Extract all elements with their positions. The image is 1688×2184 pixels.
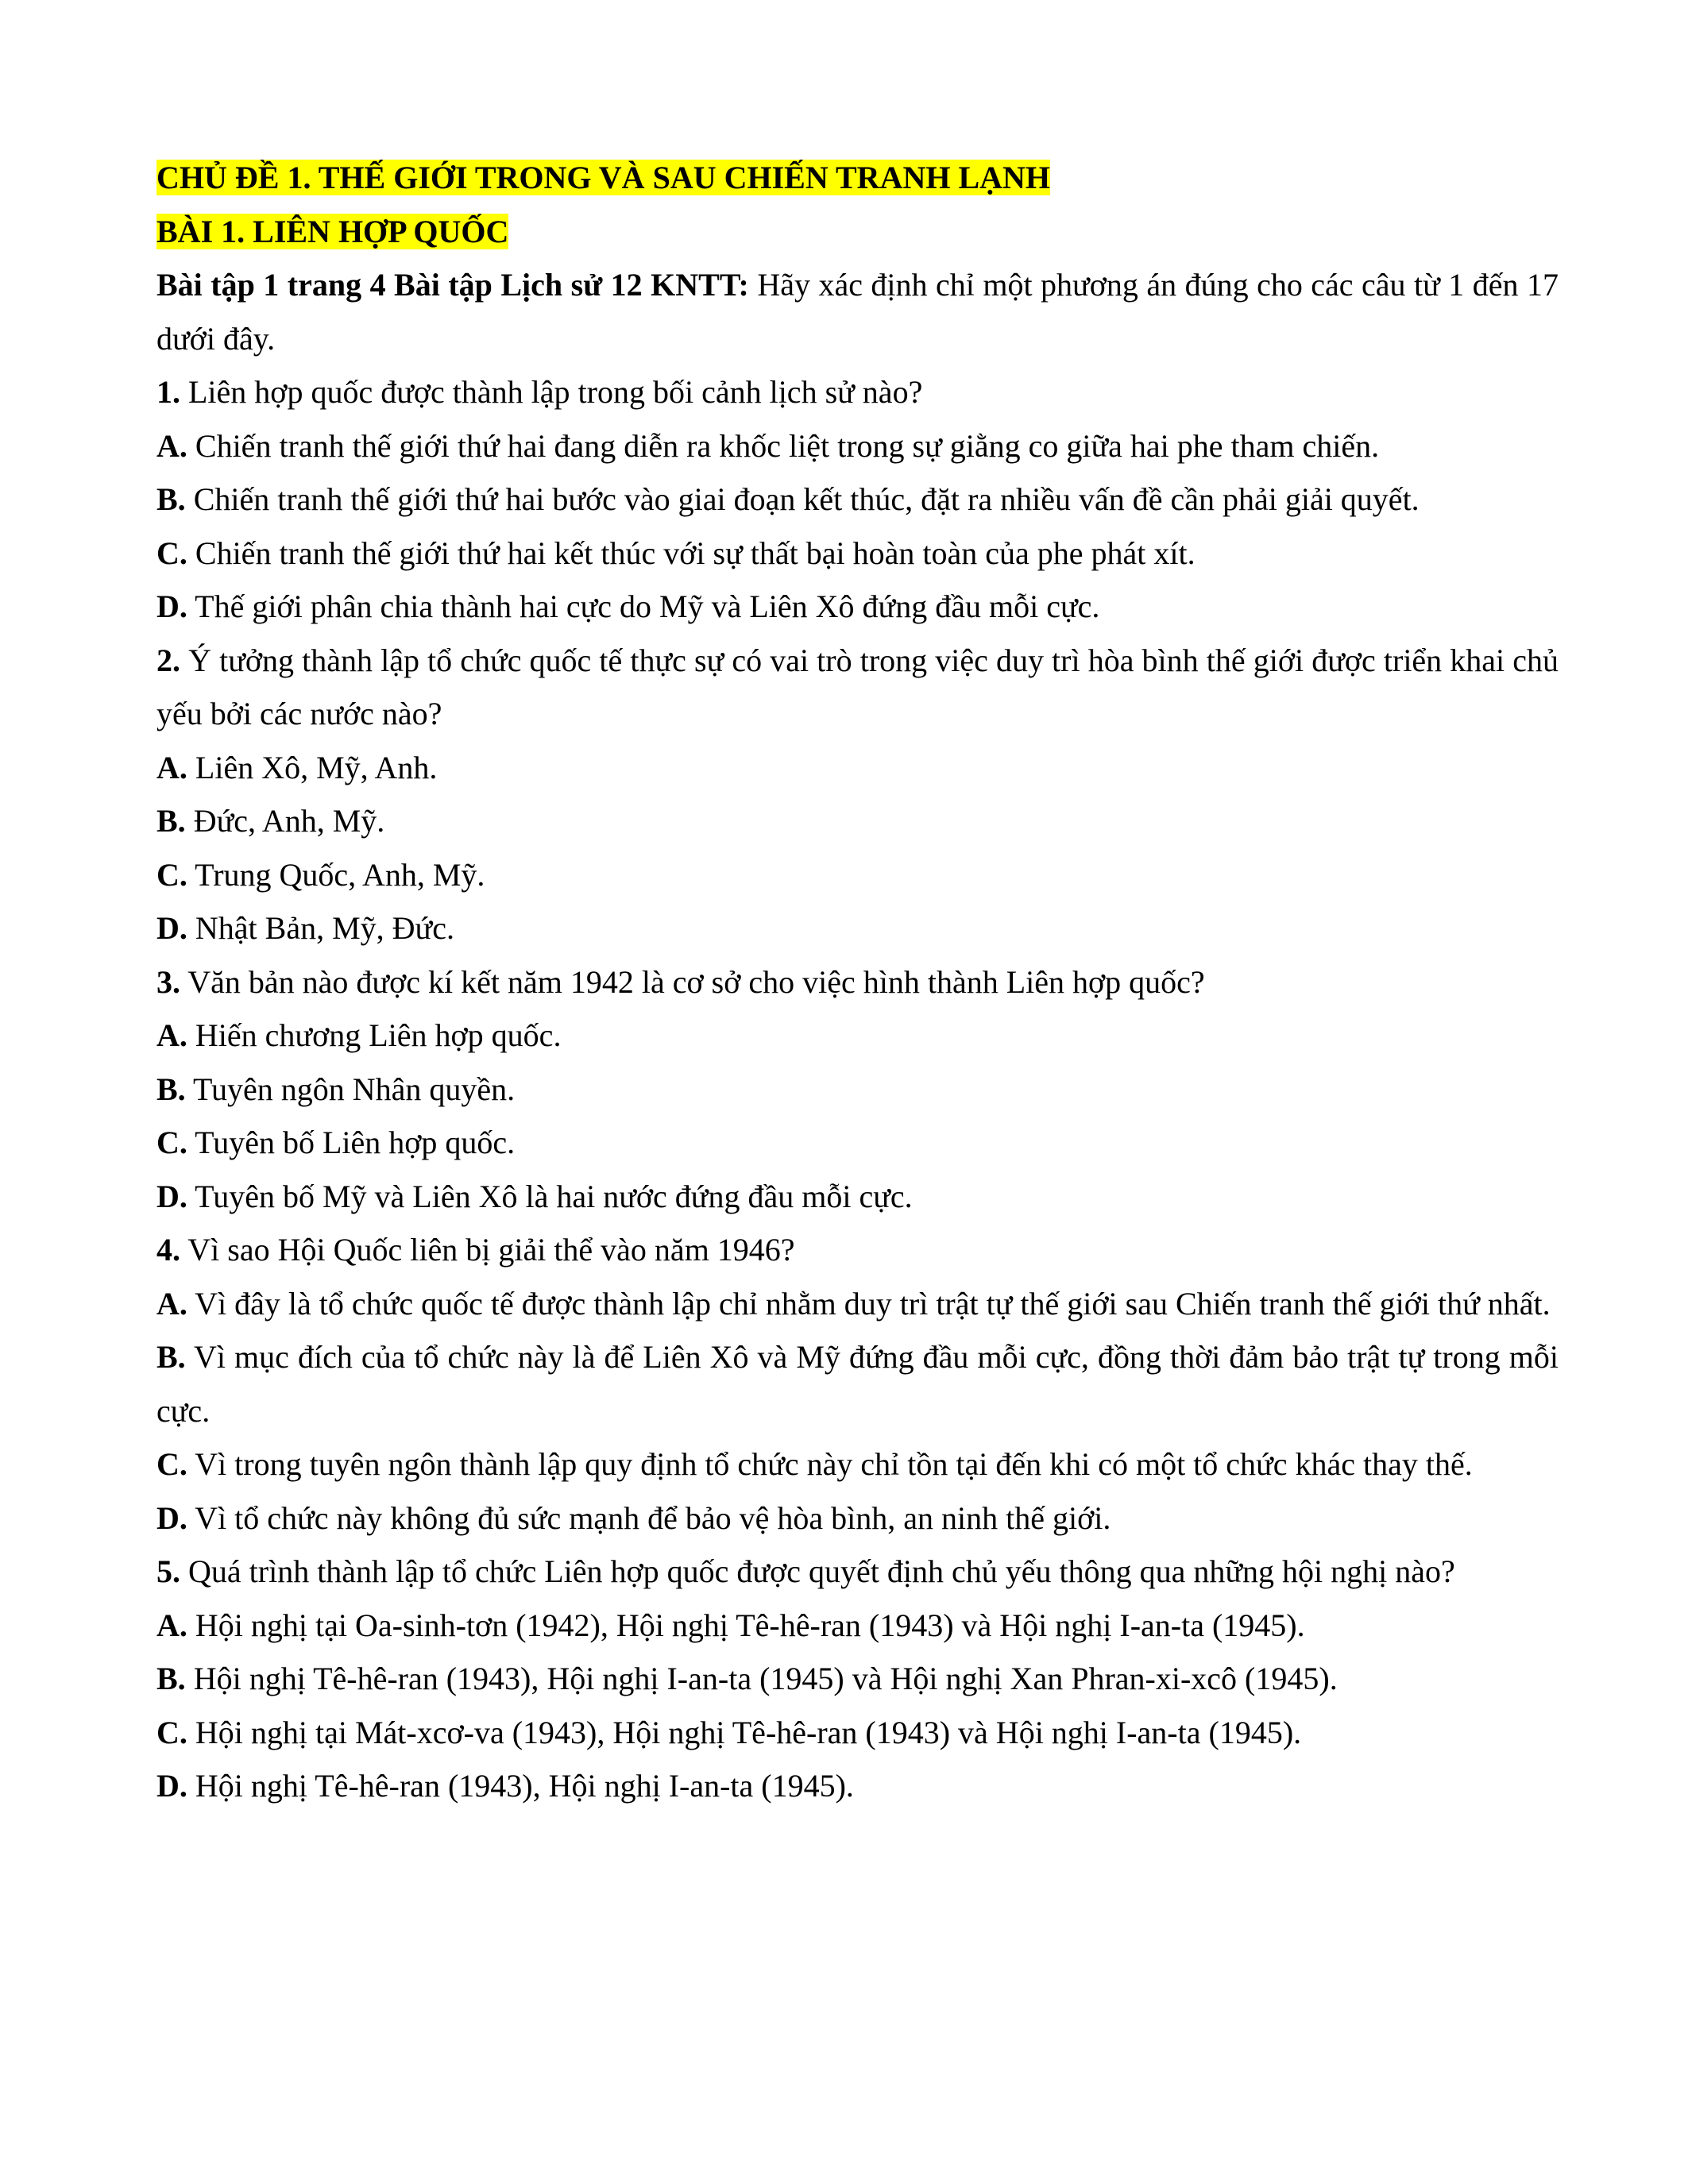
option-text: Thế giới phân chia thành hai cực do Mỹ và Liên Xô đứng đầu mỗi cực. <box>187 588 1100 624</box>
question-4-option-b <box>156 1330 1559 1437</box>
option-text: Liên Xô, Mỹ, Anh. <box>187 749 438 785</box>
option-letter: B. <box>156 1071 186 1107</box>
question-4-option-a <box>156 1277 1559 1331</box>
option-text: Hội nghị Tê-hê-ran (1943), Hội nghị I-an-ta (1945). <box>187 1768 854 1804</box>
option-text: Tuyên bố Mỹ và Liên Xô là hai nước đứng đầu mỗi cực. <box>187 1178 913 1214</box>
exercise-label: Bài tập 1 trang 4 Bài tập Lịch sử 12 KNTT: <box>156 267 749 303</box>
option-letter: C. <box>156 534 187 571</box>
question-number: 1. <box>156 374 180 410</box>
option-text: Đức, Anh, Mỹ. <box>185 803 385 839</box>
topic-title: CHỦ ĐỀ 1. THẾ GIỚI TRONG VÀ SAU CHIẾN TRANH LẠNH <box>156 160 1051 195</box>
option-text: Chiến tranh thế giới thứ hai đang diễn ra khốc liệt trong sự giằng co giữa hai phe tham chiến. <box>187 427 1380 464</box>
option-text: Hội nghị tại Oa-sinh-tơn (1942), Hội nghị Tê-hê-ran (1943) và Hội nghị I-an-ta (1945). <box>187 1607 1305 1643</box>
question-text: Ý tưởng thành lập tổ chức quốc tế thực sự có vai trò trong việc duy trì hòa bình thế giới được triển khai chủ yếu bởi các nước nào? <box>156 642 1559 731</box>
question-number: 5. <box>156 1553 180 1589</box>
option-letter: D. <box>156 1499 187 1536</box>
option-text: Vì trong tuyên ngôn thành lập quy định tổ chức này chỉ tồn tại đến khi có một tổ chức khác thay thế. <box>187 1446 1473 1482</box>
question-number: 4. <box>156 1232 180 1268</box>
option-letter: C. <box>156 1714 187 1750</box>
question-1-option-c <box>156 527 1559 581</box>
option-text: Nhật Bản, Mỹ, Đức. <box>187 910 454 946</box>
option-letter: D. <box>156 1178 187 1214</box>
option-letter: C. <box>156 1446 187 1482</box>
question-4-option-d <box>156 1491 1559 1545</box>
question-4 <box>156 1223 1559 1277</box>
question-2-option-d <box>156 901 1559 955</box>
question-2 <box>156 634 1559 741</box>
question-text: Quá trình thành lập tổ chức Liên hợp quốc được quyết định chủ yếu thông qua những hội nghị nào? <box>180 1553 1455 1589</box>
question-5-option-d <box>156 1759 1559 1813</box>
question-5-option-c <box>156 1706 1559 1760</box>
question-2-option-b <box>156 794 1559 848</box>
question-1-option-b <box>156 473 1559 527</box>
option-text: Hiến chương Liên hợp quốc. <box>187 1017 562 1053</box>
question-4-option-c <box>156 1437 1559 1491</box>
option-text: Tuyên bố Liên hợp quốc. <box>187 1125 516 1160</box>
question-3-option-a <box>156 1009 1559 1063</box>
question-2-option-c <box>156 848 1559 902</box>
option-text: Chiến tranh thế giới thứ hai bước vào giai đoạn kết thúc, đặt ra nhiều vấn đề cần phải giải quyết. <box>185 481 1420 517</box>
option-letter: B. <box>156 803 186 839</box>
option-text: Tuyên ngôn Nhân quyền. <box>185 1071 516 1107</box>
option-text: Hội nghị Tê-hê-ran (1943), Hội nghị I-an-ta (1945) và Hội nghị Xan Phran-xi-xcô (1945). <box>185 1661 1338 1696</box>
question-5 <box>156 1545 1559 1599</box>
option-letter: D. <box>156 1768 187 1804</box>
option-letter: C. <box>156 856 187 893</box>
option-letter: A. <box>156 1607 187 1643</box>
document-page <box>156 151 1559 1813</box>
question-3-option-b <box>156 1063 1559 1117</box>
question-1-option-d <box>156 580 1559 634</box>
option-text: Hội nghị tại Mát-xcơ-va (1943), Hội nghị Tê-hê-ran (1943) và Hội nghị I-an-ta (1945). <box>187 1714 1302 1750</box>
option-letter: D. <box>156 910 187 946</box>
option-letter: D. <box>156 588 187 624</box>
question-text: Liên hợp quốc được thành lập trong bối cảnh lịch sử nào? <box>180 374 923 410</box>
question-1-option-a <box>156 419 1559 473</box>
option-letter: A. <box>156 749 187 785</box>
lesson-title: BÀI 1. LIÊN HỢP QUỐC <box>156 213 509 249</box>
question-number: 2. <box>156 642 180 678</box>
question-3 <box>156 955 1559 1009</box>
option-letter: B. <box>156 1661 186 1696</box>
question-5-option-b <box>156 1652 1559 1706</box>
topic-heading <box>156 151 1559 205</box>
option-text: Trung Quốc, Anh, Mỹ. <box>187 856 485 893</box>
option-letter: A. <box>156 1285 187 1322</box>
lesson-heading <box>156 205 1559 259</box>
question-text: Vì sao Hội Quốc liên bị giải thể vào năm 1946? <box>180 1232 795 1268</box>
option-letter: B. <box>156 1339 186 1375</box>
option-text: Chiến tranh thế giới thứ hai kết thúc với sự thất bại hoàn toàn của phe phát xít. <box>187 534 1196 571</box>
question-3-option-c <box>156 1116 1559 1170</box>
option-letter: C. <box>156 1125 187 1160</box>
question-1 <box>156 365 1559 419</box>
exercise-instruction: Hãy xác định chỉ một phương án đúng cho các câu từ 1 đến 17 dưới đây. <box>156 267 1559 357</box>
question-text: Văn bản nào được kí kết năm 1942 là cơ sở cho việc hình thành Liên hợp quốc? <box>180 963 1205 1000</box>
option-text: Vì đây là tổ chức quốc tế được thành lập chỉ nhằm duy trì trật tự thế giới sau Chiến tranh thế giới thứ nhất. <box>187 1285 1551 1322</box>
option-text: Vì mục đích của tổ chức này là để Liên Xô và Mỹ đứng đầu mỗi cực, đồng thời đảm bảo trật tự trong mỗi cực. <box>156 1339 1559 1429</box>
option-text: Vì tổ chức này không đủ sức mạnh để bảo vệ hòa bình, an ninh thế giới. <box>187 1499 1111 1536</box>
question-2-option-a <box>156 741 1559 795</box>
option-letter: B. <box>156 481 186 517</box>
question-number: 3. <box>156 963 180 1000</box>
question-3-option-d <box>156 1170 1559 1224</box>
option-letter: A. <box>156 427 187 464</box>
exercise-intro <box>156 258 1559 365</box>
option-letter: A. <box>156 1017 187 1053</box>
question-5-option-a <box>156 1599 1559 1653</box>
